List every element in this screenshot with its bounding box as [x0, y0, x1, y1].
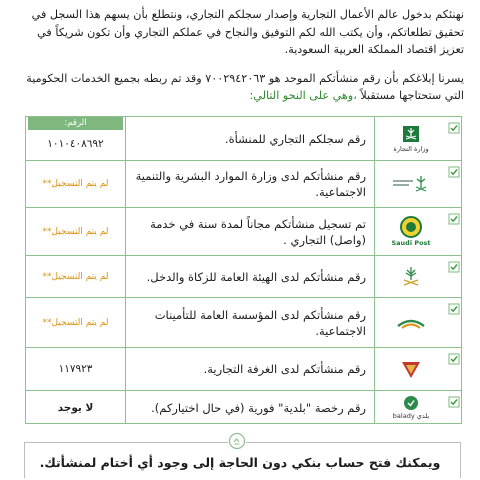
unified-number-notice — [12, 70, 464, 104]
table-row — [26, 348, 461, 391]
palm-swords-icon — [399, 264, 423, 290]
saudi-post-logo — [375, 208, 447, 255]
table-row — [26, 256, 461, 298]
hr-ministry-logo — [375, 161, 447, 207]
checkbox-icon — [448, 213, 460, 225]
ministry-of-commerce-logo — [375, 117, 447, 160]
row-value: لا يوجد — [26, 391, 126, 424]
balady-emblem-icon — [403, 395, 419, 411]
table-row — [26, 298, 461, 348]
insurance-emblem-icon — [394, 314, 428, 332]
social-insurance-logo — [375, 298, 447, 347]
row-label: رقم منشأتكم لدى الغرفة التجارية. — [127, 348, 375, 390]
chamber-emblem-icon — [398, 356, 424, 382]
checkbox-icon — [448, 166, 460, 178]
stamp-icon — [228, 432, 246, 450]
post-emblem-icon — [400, 216, 422, 238]
balady-logo — [375, 391, 447, 424]
table-row — [26, 161, 461, 208]
number-column-header: الرقم: — [28, 117, 123, 130]
row-value: لم يتم التسجيل** — [26, 298, 126, 347]
checkbox-icon — [448, 261, 460, 273]
logo-caption: بلدي balady — [392, 412, 430, 420]
table-row — [26, 391, 461, 424]
row-label: رقم منشأتكم لدى وزارة الموارد البشرية والتنمية الاجتماعية. — [127, 161, 375, 207]
row-value: لم يتم التسجيل** — [26, 161, 126, 207]
intro-paragraph: نهنئكم بدخول عالم الأعمال التجارية وإصدار سجلكم التجاري، ونتطلع بأن يسهم هذا السجل في تحقيق تطلعاتكم، وأن يكتب الله لكم التوفيق والنجاح في عملكم التجاري وأن تكون شريكاً في تعزيز اقتصاد المملكة العربية السعودية. — [31, 8, 464, 56]
row-label: رقم منشأتكم لدى الهيئة العامة للزكاة والدخل. — [127, 256, 375, 297]
checkbox-icon — [448, 353, 460, 365]
table-row — [26, 208, 461, 256]
zakat-authority-logo — [375, 256, 447, 297]
checkbox-icon — [448, 396, 460, 408]
row-value: لم يتم التسجيل** — [26, 256, 126, 297]
checkbox-icon — [448, 122, 460, 134]
bank-account-note: ويمكنك فتح حساب بنكي دون الحاجة إلى وجود أي أختام لمنشأتك. — [39, 455, 441, 470]
row-value: لم يتم التسجيل** — [26, 208, 126, 255]
checkbox-icon — [448, 303, 460, 315]
logo-caption: Saudi Post — [391, 239, 431, 247]
notice-highlight: ،وهي على النحو التالي: — [249, 89, 357, 102]
row-label: رقم منشأتكم لدى المؤسسة العامة للتأمينات الاجتماعية. — [127, 298, 375, 347]
chamber-of-commerce-logo — [375, 348, 447, 390]
registration-table — [25, 116, 462, 424]
notice-text: يسرنا إبلاغكم بأن رقم منشأتكم الموحد هو ٧٠٠٢٩٤٢٠٦٣ وقد تم ربطه بجميع الخدمات الحكومية التي ستحتاجها مستقبلاً — [26, 72, 464, 102]
logo-caption: وزارة التجارة — [393, 145, 429, 153]
row-label: تم تسجيل منشأتكم مجاناً لمدة سنة في خدمة (واصل) التجاري . — [127, 208, 375, 255]
row-value: ١٠١٠٤٠٨٦٩٢ — [26, 117, 126, 160]
row-value: ١١٧٩٢٣ — [26, 348, 126, 390]
row-label: رقم رخصة "بلدية" فورية (في حال اختياركم). — [127, 391, 375, 424]
palm-swords-icon — [401, 124, 421, 144]
palm-emblem-icon — [389, 172, 433, 196]
row-label: رقم سجلكم التجاري للمنشأة. — [127, 117, 375, 160]
